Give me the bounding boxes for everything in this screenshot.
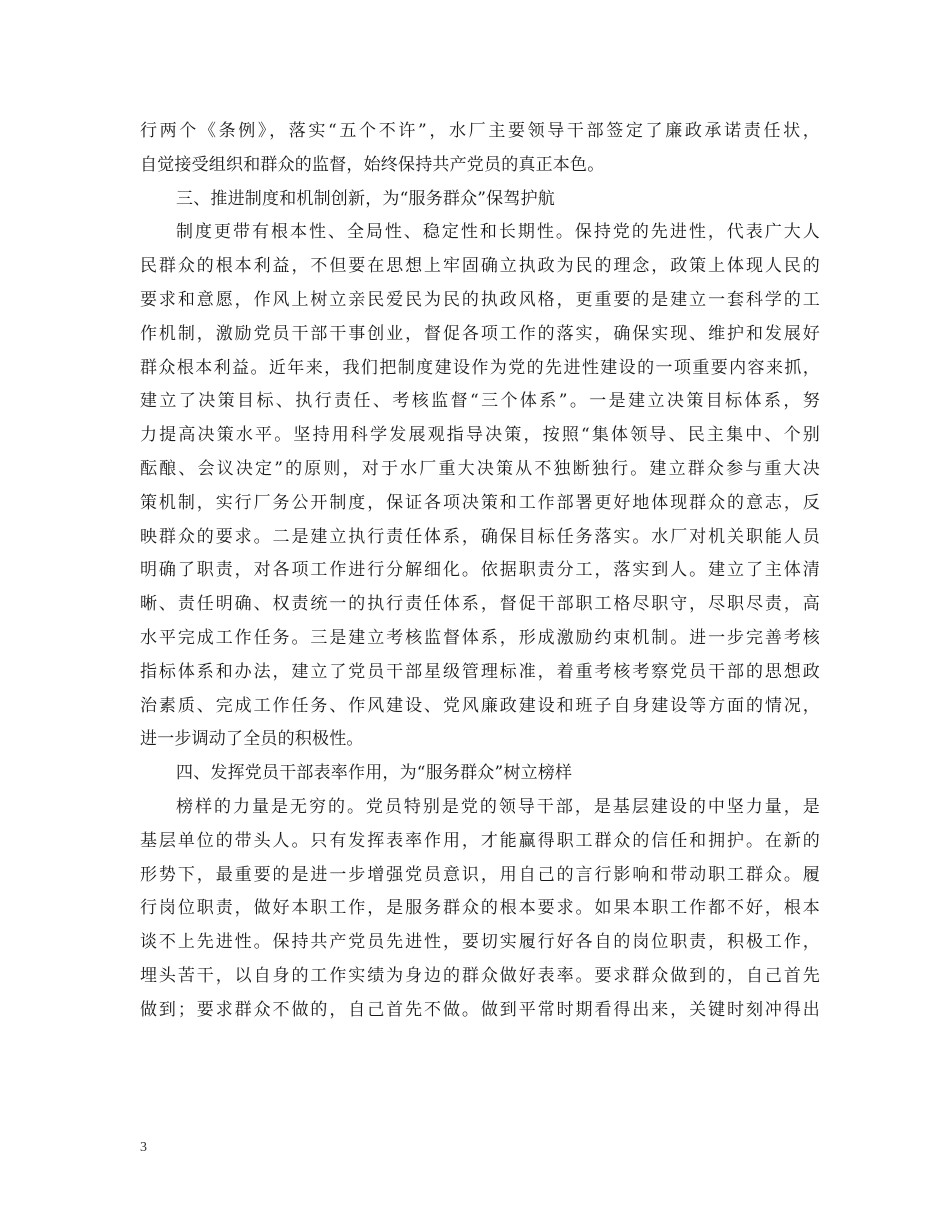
- text-line: 酝酿、会议决定”的原则，对于水厂重大决策从不独断独行。建立群众参与重大决: [140, 458, 820, 479]
- document-body: [140, 115, 820, 1028]
- text-line: 明确了职责，对各项工作进行分解细化。依据职责分工，落实到人。建立了主体清: [140, 560, 820, 581]
- text-line: 榜样的力量是无穷的。党员特别是党的领导干部，是基层建设的中坚力量，是: [176, 796, 820, 817]
- page-number: 3: [140, 1140, 147, 1155]
- text-line: 形势下，最重要的是进一步增强党员意识，用自己的言行影响和带动职工群众。履: [140, 864, 820, 885]
- text-line: 策机制，实行厂务公开制度，保证各项决策和工作部署更好地体现群众的意志，反: [140, 492, 820, 513]
- text-line: 民群众的根本利益，不但要在思想上牢固确立执政为民的理念，政策上体现人民的: [140, 256, 820, 277]
- text-line: 水平完成工作任务。三是建立考核监督体系，形成激励约束机制。进一步完善考核: [140, 627, 820, 648]
- text-line: 晰、责任明确、权责统一的执行责任体系，督促干部职工格尽职守，尽职尽责，高: [140, 594, 820, 615]
- text-line: 群众根本利益。近年来，我们把制度建设作为党的先进性建设的一项重要内容来抓，: [140, 357, 820, 378]
- text-line: 要求和意愿，作风上树立亲民爱民为民的执政风格，更重要的是建立一套科学的工: [140, 289, 820, 310]
- text-line: 指标体系和办法，建立了党员干部星级管理标准，着重考核考察党员干部的思想政: [140, 661, 820, 682]
- text-line: 基层单位的带头人。只有发挥表率作用，才能赢得职工群众的信任和拥护。在新的: [140, 830, 820, 851]
- text-line: 建立了决策目标、执行责任、考核监督“三个体系”。一是建立决策目标体系，努: [140, 391, 820, 412]
- text-line: 力提高决策水平。坚持用科学发展观指导决策，按照“集体领导、民主集中、个别: [140, 425, 820, 446]
- text-line: 做到；要求群众不做的，自己首先不做。做到平常时期看得出来，关键时刻冲得出: [140, 999, 820, 1020]
- text-line: 埋头苦干，以自身的工作实绩为身边的群众做好表率。要求群众做到的，自己首先: [140, 965, 820, 986]
- text-line: 映群众的要求。二是建立执行责任体系，确保目标任务落实。水厂对机关职能人员: [140, 526, 820, 547]
- text-line: 制度更带有根本性、全局性、稳定性和长期性。保持党的先进性，代表广大人: [176, 222, 820, 243]
- text-line: 作机制，激励党员干部干事创业，督促各项工作的落实，确保实现、维护和发展好: [140, 323, 820, 344]
- text-line: 行岗位职责，做好本职工作，是服务群众的根本要求。如果本职工作都不好，根本: [140, 898, 820, 919]
- text-line: 自觉接受组织和群众的监督，始终保持共产党员的真正本色。: [140, 154, 605, 175]
- text-line: 进一步调动了全员的积极性。: [140, 729, 364, 750]
- text-line: 谈不上先进性。保持共产党员先进性，要切实履行好各自的岗位职责，积极工作，: [140, 932, 820, 953]
- text-line: 治素质、完成工作任务、作风建设、党风廉政建设和班子自身建设等方面的情况，: [140, 695, 820, 716]
- text-line: 行两个《条例》，落实“五个不许”，水厂主要领导干部签定了廉政承诺责任状，: [140, 121, 820, 141]
- section-heading: 三、推进制度和机制创新，为“服务群众”保驾护航: [176, 188, 555, 209]
- section-heading: 四、发挥党员干部表率作用，为“服务群众”树立榜样: [176, 763, 573, 784]
